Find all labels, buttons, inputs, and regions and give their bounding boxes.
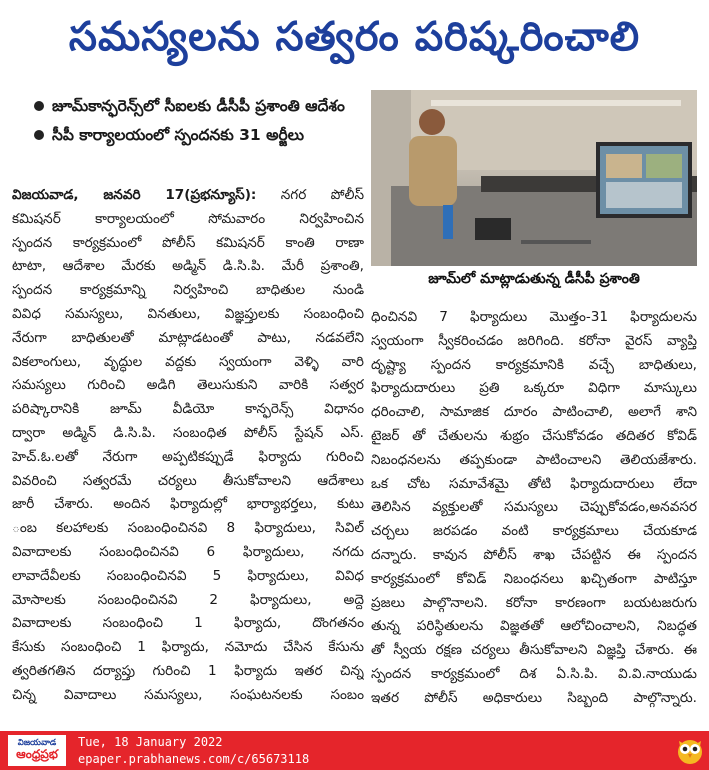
article-line: తున్న పరిస్థితులను విజ్ఞతతో ఆలోచించాలని, నిబద్ధత [371, 618, 697, 635]
article-line: మోసాలకు సంబంధించినవి 2 ఫిర్యాదులు, అద్దె [12, 591, 364, 608]
article-line: కమిషనర్ కార్యాలయంలో సోమవారం నిర్వహించిన [12, 210, 364, 227]
highlights-list [34, 96, 364, 154]
article-line: పరిష్కారానికి జూమ్ వీడియో కాన్ఫరెన్స్ విధానం [12, 401, 364, 418]
article-line: టాటా, ఆదేశాల మేరకు అడ్మిన్ డి.సి.పి. మేరీ ప్రశాంతి, [12, 258, 364, 275]
highlight-item: జూమ్‌కాన్ఫరెన్స్‌లో సీఐలకు డీసీపీ ప్రశాంతి ఆదేశం [34, 96, 364, 117]
article-line: సమస్యలు గురించి అడిగి తెలుసుకుని వారికి సత్వర [12, 377, 364, 394]
article-line: వివాదాలకు సంబంధించి 1 ఫిర్యాదు, దొంగతనం [12, 615, 364, 632]
highlight-item: సీపీ కార్యాలయంలో స్పందనకు 31 అర్జీలు [34, 125, 364, 146]
article-line: దన్నారు. కావున పోలీస్ శాఖ చేపట్టిన ఈ స్పందన [371, 546, 697, 563]
epaper-footer [0, 731, 709, 770]
article-line: ఒక చోట సమావేశమై తోటి ఫిర్యాదుదారులు లేదా [371, 475, 697, 492]
article-line: త్వరితగతిన దర్యాప్తు గురించి 1 ఫిర్యాదు ఇతర చిన్న [12, 662, 364, 679]
article-line: విజయవాడ, జనవరి 17(ప్రభన్యూస్): నగర పోలీస్ [12, 187, 364, 203]
article-line: ప్రజలు పాల్గొనాలని. కరోనా కారణంగా బయటజరుగు [371, 594, 697, 611]
edition-date: Tue, 18 January 2022 [78, 735, 223, 749]
article-line: స్వయంగా స్వీకరించడం జరిగింది. కరోనా వైరస్ వ్యాప్తి [371, 332, 697, 349]
article-line: తో స్వీయ రక్షణ చర్యలు తీసుకోవాలని విజ్ఞప్తి చేశారు. ఈ [371, 642, 697, 659]
article-line: స్పందన కార్యక్రమాన్ని నిర్వహించి బాధితుల నుండి [12, 282, 364, 299]
dateline: విజయవాడ, జనవరి 17(ప్రభన్యూస్): [12, 187, 257, 203]
owl-icon [676, 735, 704, 765]
article-line: స్పందన కార్యక్రమంలో దిశ ఏ.సి.పి. వి.వి.నాయుడు [371, 665, 697, 682]
article-line: వివాదాలకు సంబంధించినవి 6 ఫిర్యాదులు, నగదు [12, 543, 364, 560]
article-line: లావాదేవీలకు సంబంధించినవి 5 ఫిర్యాదులు, వివిధ [12, 567, 364, 584]
article-line: చర్చలు జరపడం వంటి కార్యక్రమాలు చేయకూడ [371, 523, 697, 540]
article-line: స్పందన కార్యక్రమంలో పోలీస్ కమిషనర్ కాంతి రాణా [12, 234, 364, 251]
article-line: ఫిర్యాదుదారులు ప్రతి ఒక్కరూ విధిగా మాస్కులు [371, 380, 697, 397]
article-column-right [371, 306, 697, 711]
article-line: ద్వారా అడ్మిన్ డి.సి.పి. సంబంధిత పోలీస్ స్టేషన్ ఎస్. [12, 424, 364, 441]
article-line: కేసుకు సంబంధించి 1 ఫిర్యాదు, నమోదు చేసిన కేసును [12, 639, 364, 656]
article-line: నిబంధనలను తప్పకుండా పాటించాలని తెలియజేశారు. [371, 451, 697, 468]
newspaper-logo: విజయవాడ ఆంధ్రప్రభ [8, 735, 66, 766]
headline: సమస్యలను సత్వరం పరిష్కరించాలి [68, 14, 641, 60]
article-line: ంబ కలహాలకు సంబంధించినవి 8 ఫిర్యాదులు, సివిల్ [12, 520, 364, 537]
epaper-url[interactable]: epaper.prabhanews.com/c/65673118 [78, 752, 310, 766]
article-line: ఇతర పోలీస్ అధికారులు సిబ్బంది పాల్గొన్నారు. [371, 689, 697, 706]
article-line: తెలిసిన వ్యక్తులతో సమస్యలు చెప్పుకోవడం,అనవసర [371, 499, 697, 516]
article-line: టైజర్ తో చేతులను శుభ్రం చేసుకోవడం తదితర కోవిడ్ [371, 427, 697, 444]
article-line: వివరించి సత్వరమే చర్యలు తీసుకోవాలని ఆదేశాలు [12, 472, 364, 489]
article-line: వివిధ సమస్యలు, వినతులు, విజ్ఞప్తులకు సంబంధించి [12, 305, 364, 322]
article-column-left [12, 184, 364, 708]
article-line: కార్యక్రమంలో కోవిడ్ నిబంధనలు ఖచ్చితంగా పాటిస్తూ [371, 570, 697, 587]
photo-caption: జూమ్‌లో మాట్లాడుతున్న డీసీపీ ప్రశాంతి [371, 266, 697, 294]
news-photo [371, 90, 697, 266]
article-line: చిన్న వివాదాలు సమస్యలు, సంఘటనలకు సంబం [12, 686, 364, 703]
officer-at-desk-illustration [371, 90, 697, 266]
article-line: జారీ చేశారు. అందిన ఫిర్యాదుల్లో భార్యాభర్తలు, కుటు [12, 496, 364, 513]
article-line: వికలాంగులు, వృద్ధుల వద్దకు స్వయంగా వెళ్ళి వారి [12, 353, 364, 370]
article-line: ధరించాలి, సామాజిక దూరం పాటించాలి, అలాగే శాని [371, 404, 697, 421]
article-line: నేరుగా బాధితులతో మాట్లాడటంతో పాటు, నడవలేని [12, 329, 364, 346]
article-line: హెచ్.ఓ.లతో నేరుగా అప్పటికప్పుడే ఫిర్యాదు గురించి [12, 448, 364, 465]
article-line: దృష్ట్యా స్పందన కార్యక్రమానికి వచ్చే బాధితులు, [371, 356, 697, 373]
article-line: ధించినవి 7 ఫిర్యాదులు మొత్తం-31 ఫిర్యాదులను [371, 309, 697, 325]
